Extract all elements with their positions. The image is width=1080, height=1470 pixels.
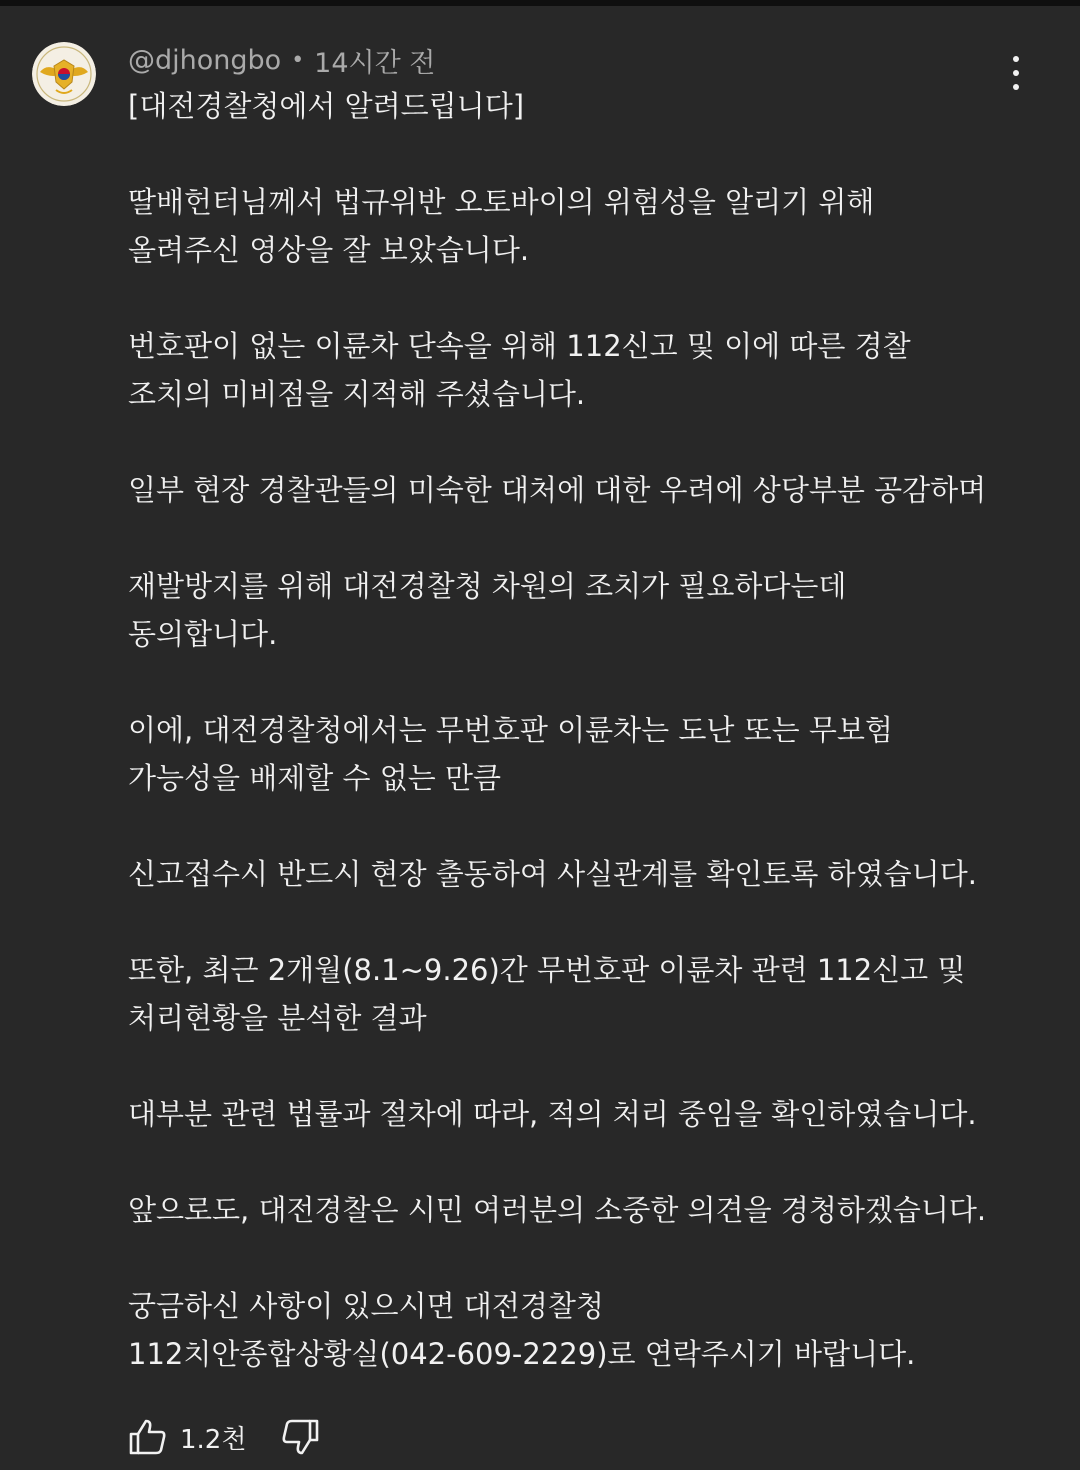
paragraph-gap	[128, 1234, 1028, 1282]
comment-actions	[128, 1412, 320, 1462]
comment-line: 또한, 최근 2개월(8.1~9.26)간 무번호판 이륜차 관련 112신고 및	[128, 953, 966, 987]
paragraph-gap	[128, 514, 1028, 562]
meta-separator: •	[291, 47, 305, 73]
like-count: 1.2천	[180, 1424, 247, 1455]
comment-line: 처리현황을 분석한 결과	[128, 1001, 427, 1035]
comment-line: 궁금하신 사항이 있으시면 대전경찰청	[128, 1289, 604, 1323]
paragraph-gap	[128, 1042, 1028, 1090]
thumbs-up-icon	[128, 1417, 168, 1457]
comment-author[interactable]: @djhongbo	[128, 44, 282, 76]
police-emblem-icon	[32, 42, 96, 106]
comment-line: 재발방지를 위해 대전경찰청 차원의 조치가 필요하다는데	[128, 569, 847, 603]
comment-line: 딸배헌터님께서 법규위반 오토바이의 위험성을 알리기 위해	[128, 185, 875, 219]
comment-text	[128, 82, 1028, 1378]
comment-line: 조치의 미비점을 지적해 주셨습니다.	[128, 377, 586, 411]
comment-line: 앞으로도, 대전경찰은 시민 여러분의 소중한 의견을 경청하겠습니다.	[128, 1193, 987, 1227]
comment-line: 신고접수시 반드시 현장 출동하여 사실관계를 확인토록 하였습니다.	[128, 857, 977, 891]
comment-line: [대전경찰청에서 알려드립니다]	[128, 89, 525, 123]
comment-line: 이에, 대전경찰청에서는 무번호판 이륜차는 도난 또는 무보험	[128, 713, 893, 747]
paragraph-gap	[128, 802, 1028, 850]
thumbs-down-icon	[280, 1417, 320, 1457]
paragraph-gap	[128, 898, 1028, 946]
like-button[interactable]	[128, 1417, 168, 1457]
comment-line: 112치안종합상황실(042-609-2229)로 연락주시기 바랍니다.	[128, 1337, 916, 1371]
comment-line: 번호판이 없는 이륜차 단속을 위해 112신고 및 이에 따른 경찰	[128, 329, 911, 363]
top-bar	[0, 0, 1080, 6]
paragraph-gap	[128, 418, 1028, 466]
comment-line: 동의합니다.	[128, 617, 278, 651]
dislike-button[interactable]	[280, 1417, 320, 1457]
paragraph-gap	[128, 274, 1028, 322]
comment-header	[128, 40, 435, 80]
comment-timestamp[interactable]: 14시간 전	[314, 47, 436, 79]
comment-line: 가능성을 배제할 수 없는 만큼	[128, 761, 502, 795]
more-vert-icon	[1013, 56, 1019, 62]
comment-line: 대부분 관련 법률과 절차에 따라, 적의 처리 중임을 확인하였습니다.	[128, 1097, 977, 1131]
comment-line: 일부 현장 경찰관들의 미숙한 대처에 대한 우려에 상당부분 공감하며	[128, 473, 987, 507]
comment-line: 올려주신 영상을 잘 보았습니다.	[128, 233, 530, 267]
avatar[interactable]	[32, 42, 96, 106]
paragraph-gap	[128, 658, 1028, 706]
paragraph-gap	[128, 1138, 1028, 1186]
paragraph-gap	[128, 130, 1028, 178]
